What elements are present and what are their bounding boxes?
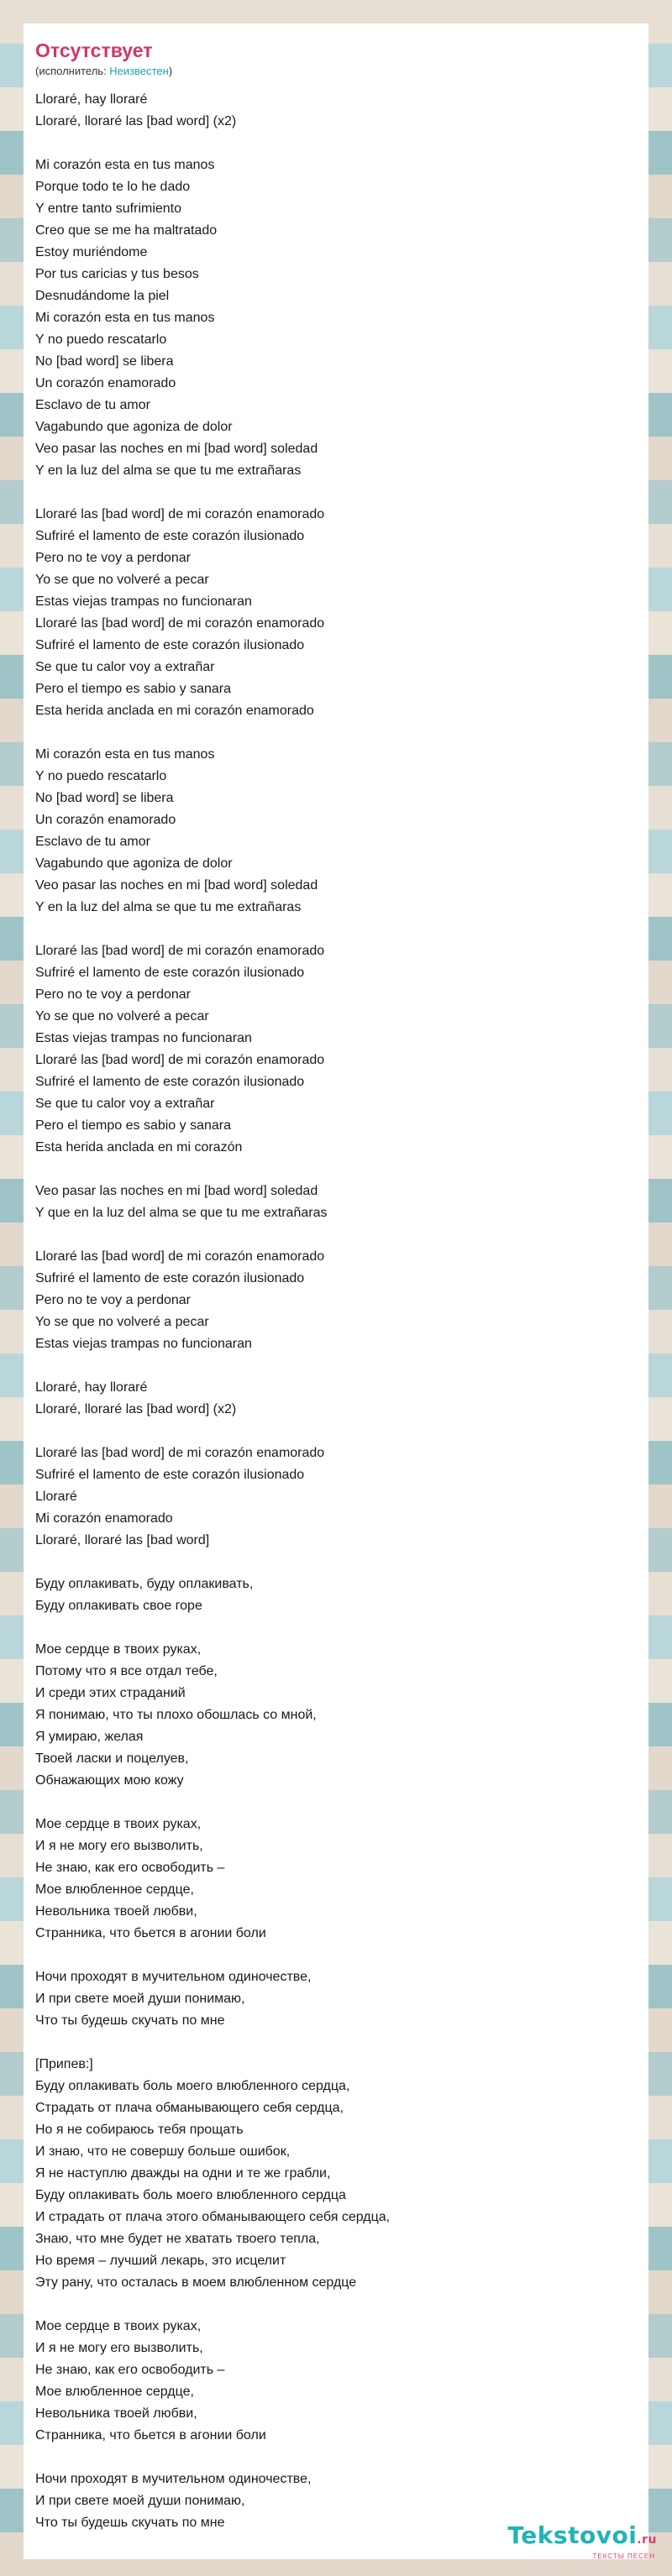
watermark-brand: Tekstovoi <box>507 2521 638 2549</box>
lyric-line: Veo pasar las noches en mi [bad word] soledad <box>35 442 318 456</box>
lyric-line: Странника, что бьется в агонии боли <box>35 1926 266 1940</box>
artist-link[interactable]: Неизвестен <box>109 65 169 77</box>
lyric-line: И среди этих страданий <box>35 1686 186 1700</box>
lyric-line: Lloraré, hay lloraré <box>35 92 148 107</box>
lyric-line: Un corazón enamorado <box>35 813 176 827</box>
lyric-line <box>35 133 637 154</box>
lyric-line: Мое сердце в твоих руках, <box>35 2319 202 2333</box>
lyric-line: Lloraré, hay lloraré <box>35 1380 148 1395</box>
lyric-line: Ночи проходят в мучительном одиночестве, <box>35 2472 312 2486</box>
lyric-line: Estoy muriéndome <box>35 245 148 259</box>
lyric-line: Mi corazón enamorado <box>35 1511 173 1526</box>
lyric-line: Pero el tiempo es sabio y sanara <box>35 1118 232 1133</box>
lyric-line: Un corazón enamorado <box>35 376 176 390</box>
lyric-line: No [bad word] se libera <box>35 354 174 369</box>
watermark-tagline: ТЕКСТЫ ПЕСЕН <box>592 2552 655 2560</box>
lyric-line: И страдать от плача этого обманывающего себя сердца, <box>35 2210 391 2224</box>
lyric-line: Mi corazón esta en tus manos <box>35 747 215 762</box>
lyric-line <box>35 919 637 940</box>
lyric-line: Мое влюбленное сердце, <box>35 2385 194 2399</box>
lyric-line: Sufriré el lamento de este corazón ilusionado <box>35 1271 305 1285</box>
lyric-line: Потому что я все отдал тебе, <box>35 1664 218 1678</box>
lyric-line: Обнажающих мою кожу <box>35 1773 184 1788</box>
lyric-line: Буду оплакивать боль моего влюбленного сердца <box>35 2188 346 2202</box>
lyric-line: Vagabundo que agoniza de dolor <box>35 856 233 871</box>
lyric-line: Буду оплакивать, буду оплакивать, <box>35 1577 254 1591</box>
lyric-line: И при свете моей души понимаю, <box>35 2494 245 2508</box>
lyric-line: Но время – лучший лекарь, это исцелит <box>35 2254 286 2268</box>
song-title: Отсутствует <box>35 39 153 61</box>
lyric-line: Pero el tiempo es sabio y sanara <box>35 682 232 696</box>
lyric-line: Y no puedo rescatarlo <box>35 769 167 783</box>
lyric-line: Estas viejas trampas no funcionaran <box>35 1031 252 1045</box>
lyric-line: Se que tu calor voy a extrañar <box>35 1097 215 1111</box>
lyric-line: Mi corazón esta en tus manos <box>35 158 215 172</box>
lyric-line: И при свете моей души понимаю, <box>35 1992 245 2006</box>
lyric-line: Lloraré, lloraré las [bad word] (x2) <box>35 114 237 128</box>
lyric-line: Y entre tanto sufrimiento <box>35 202 182 216</box>
lyric-line: Sufriré el lamento de este corazón ilusionado <box>35 529 305 543</box>
lyric-line: Desnudándome la piel <box>35 289 170 303</box>
lyric-line: Lloraré, lloraré las [bad word] <box>35 1533 210 1547</box>
lyric-line: Estas viejas trampas no funcionaran <box>35 594 252 609</box>
lyric-line: Y que en la luz del alma se que tu me extrañaras <box>35 1206 328 1220</box>
lyric-line: Lloraré, lloraré las [bad word] (x2) <box>35 1402 237 1416</box>
lyric-line <box>35 1355 637 1377</box>
lyric-line <box>35 1224 637 1246</box>
lyric-line: Странника, что бьется в агонии боли <box>35 2428 266 2442</box>
lyric-line: Не знаю, как его освободить – <box>35 2363 225 2377</box>
lyric-line: Мое сердце в твоих руках, <box>35 1817 202 1831</box>
lyric-line: Lloraré las [bad word] de mi corazón enamorado <box>35 944 325 958</box>
lyric-line: Y en la luz del alma se que tu me extrañaras <box>35 900 302 914</box>
lyric-line <box>35 2294 637 2316</box>
lyric-line <box>35 2032 637 2054</box>
lyric-line: Sufriré el lamento de este corazón ilusionado <box>35 638 305 652</box>
lyric-line <box>35 1552 637 1573</box>
site-watermark[interactable] <box>507 2523 657 2561</box>
lyric-line: Creo que se me ha maltratado <box>35 223 218 238</box>
lyric-line: Vagabundo que agoniza de dolor <box>35 420 233 434</box>
lyric-line: Pero no te voy a perdonar <box>35 551 192 565</box>
lyric-line: Страдать от плача обманывающего себя сердца, <box>35 2101 344 2115</box>
lyric-line: Я понимаю, что ты плохо обошлась со мной, <box>35 1708 317 1722</box>
lyric-line: Мое сердце в твоих руках, <box>35 1642 202 1657</box>
artist-suffix: ) <box>168 65 173 77</box>
lyric-line: Porque todo te lo he dado <box>35 180 191 194</box>
lyric-line: Yo se que no volveré a pecar <box>35 1009 209 1024</box>
lyric-line: Твоей ласки и поцелуев, <box>35 1751 189 1766</box>
lyric-line: Yo se que no volveré a pecar <box>35 1315 209 1329</box>
lyric-line: И я не могу его вызволить, <box>35 1839 203 1853</box>
lyric-line: Pero no te voy a perdonar <box>35 1293 192 1307</box>
lyric-line: И знаю, что не совершу больше ошибок, <box>35 2144 291 2159</box>
lyric-line <box>35 722 637 744</box>
lyric-line <box>35 482 637 504</box>
lyric-line: Lloraré las [bad word] de mi corazón enamorado <box>35 1053 325 1067</box>
lyric-line: Что ты будешь скучать по мне <box>35 2516 225 2530</box>
lyric-line <box>35 1617 637 1639</box>
lyric-line <box>35 1792 637 1814</box>
lyric-line: Sufriré el lamento de este corazón ilusionado <box>35 1075 305 1089</box>
lyric-line: Знаю, что мне будет не хватать твоего тепла, <box>35 2232 320 2246</box>
lyric-line: Veo pasar las noches en mi [bad word] soledad <box>35 1184 318 1198</box>
lyric-line: Эту рану, что осталась в моем влюбленном сердце <box>35 2275 357 2290</box>
lyric-line: Lloraré las [bad word] de mi corazón enamorado <box>35 507 325 521</box>
lyric-line: Esta herida anclada en mi corazón enamorado <box>35 704 314 718</box>
lyrics-card <box>24 24 648 2559</box>
artist-prefix: (исполнитель: <box>35 65 110 77</box>
lyric-line: Lloraré las [bad word] de mi corazón enamorado <box>35 1249 325 1264</box>
lyric-line: Буду оплакивать боль моего влюбленного сердца, <box>35 2079 350 2093</box>
lyric-line: Pero no te voy a perdonar <box>35 987 192 1002</box>
lyric-line: Невольника твоей любви, <box>35 2406 197 2421</box>
artist-line <box>35 64 637 79</box>
lyric-line: Estas viejas trampas no funcionaran <box>35 1337 252 1351</box>
lyric-line: Я умираю, желая <box>35 1730 144 1744</box>
lyric-line: Se que tu calor voy a extrañar <box>35 660 215 674</box>
lyric-line: [Припев:] <box>35 2057 93 2071</box>
lyric-line <box>35 1421 637 1442</box>
lyric-line: Mi corazón esta en tus manos <box>35 311 215 325</box>
lyric-line: Esta herida anclada en mi corazón <box>35 1140 243 1154</box>
lyric-line: Yo se que no volveré a pecar <box>35 573 209 587</box>
lyric-line <box>35 1945 637 1966</box>
lyric-line: Veo pasar las noches en mi [bad word] soledad <box>35 878 318 893</box>
lyric-line: И я не могу его вызволить, <box>35 2341 203 2355</box>
lyric-line <box>35 1159 637 1181</box>
lyric-line: Что ты будешь скучать по мне <box>35 2013 225 2028</box>
lyric-line: Sufriré el lamento de este corazón ilusionado <box>35 1468 305 1482</box>
lyrics-text <box>35 89 637 2534</box>
lyric-line: Но я не собираюсь тебя прощать <box>35 2123 244 2137</box>
lyric-line: Esclavo de tu amor <box>35 398 150 412</box>
watermark-logo <box>507 2523 657 2552</box>
lyric-line: Sufriré el lamento de este corazón ilusionado <box>35 966 305 980</box>
lyric-line: Y no puedo rescatarlo <box>35 332 167 347</box>
lyric-line: Ночи проходят в мучительном одиночестве, <box>35 1970 312 1984</box>
lyric-line: Y en la luz del alma se que tu me extrañaras <box>35 463 302 478</box>
lyric-line: Мое влюбленное сердце, <box>35 1882 194 1897</box>
lyric-line: Lloraré las [bad word] de mi corazón enamorado <box>35 1446 325 1460</box>
lyric-line: Не знаю, как его освободить – <box>35 1861 225 1875</box>
lyric-line: No [bad word] se libera <box>35 791 174 805</box>
lyric-line: Lloraré las [bad word] de mi corazón enamorado <box>35 616 325 631</box>
lyric-line: Невольника твоей любви, <box>35 1904 197 1919</box>
lyric-line: Esclavo de tu amor <box>35 835 150 849</box>
lyric-line: Я не наступлю дважды на одни и те же грабли, <box>35 2166 331 2181</box>
lyric-line: Буду оплакивать свое горе <box>35 1599 202 1613</box>
lyric-line <box>35 2447 637 2469</box>
lyric-line: Por tus caricias y tus besos <box>35 267 199 281</box>
watermark-domain: .ru <box>637 2533 657 2547</box>
lyric-line: Lloraré <box>35 1490 77 1504</box>
